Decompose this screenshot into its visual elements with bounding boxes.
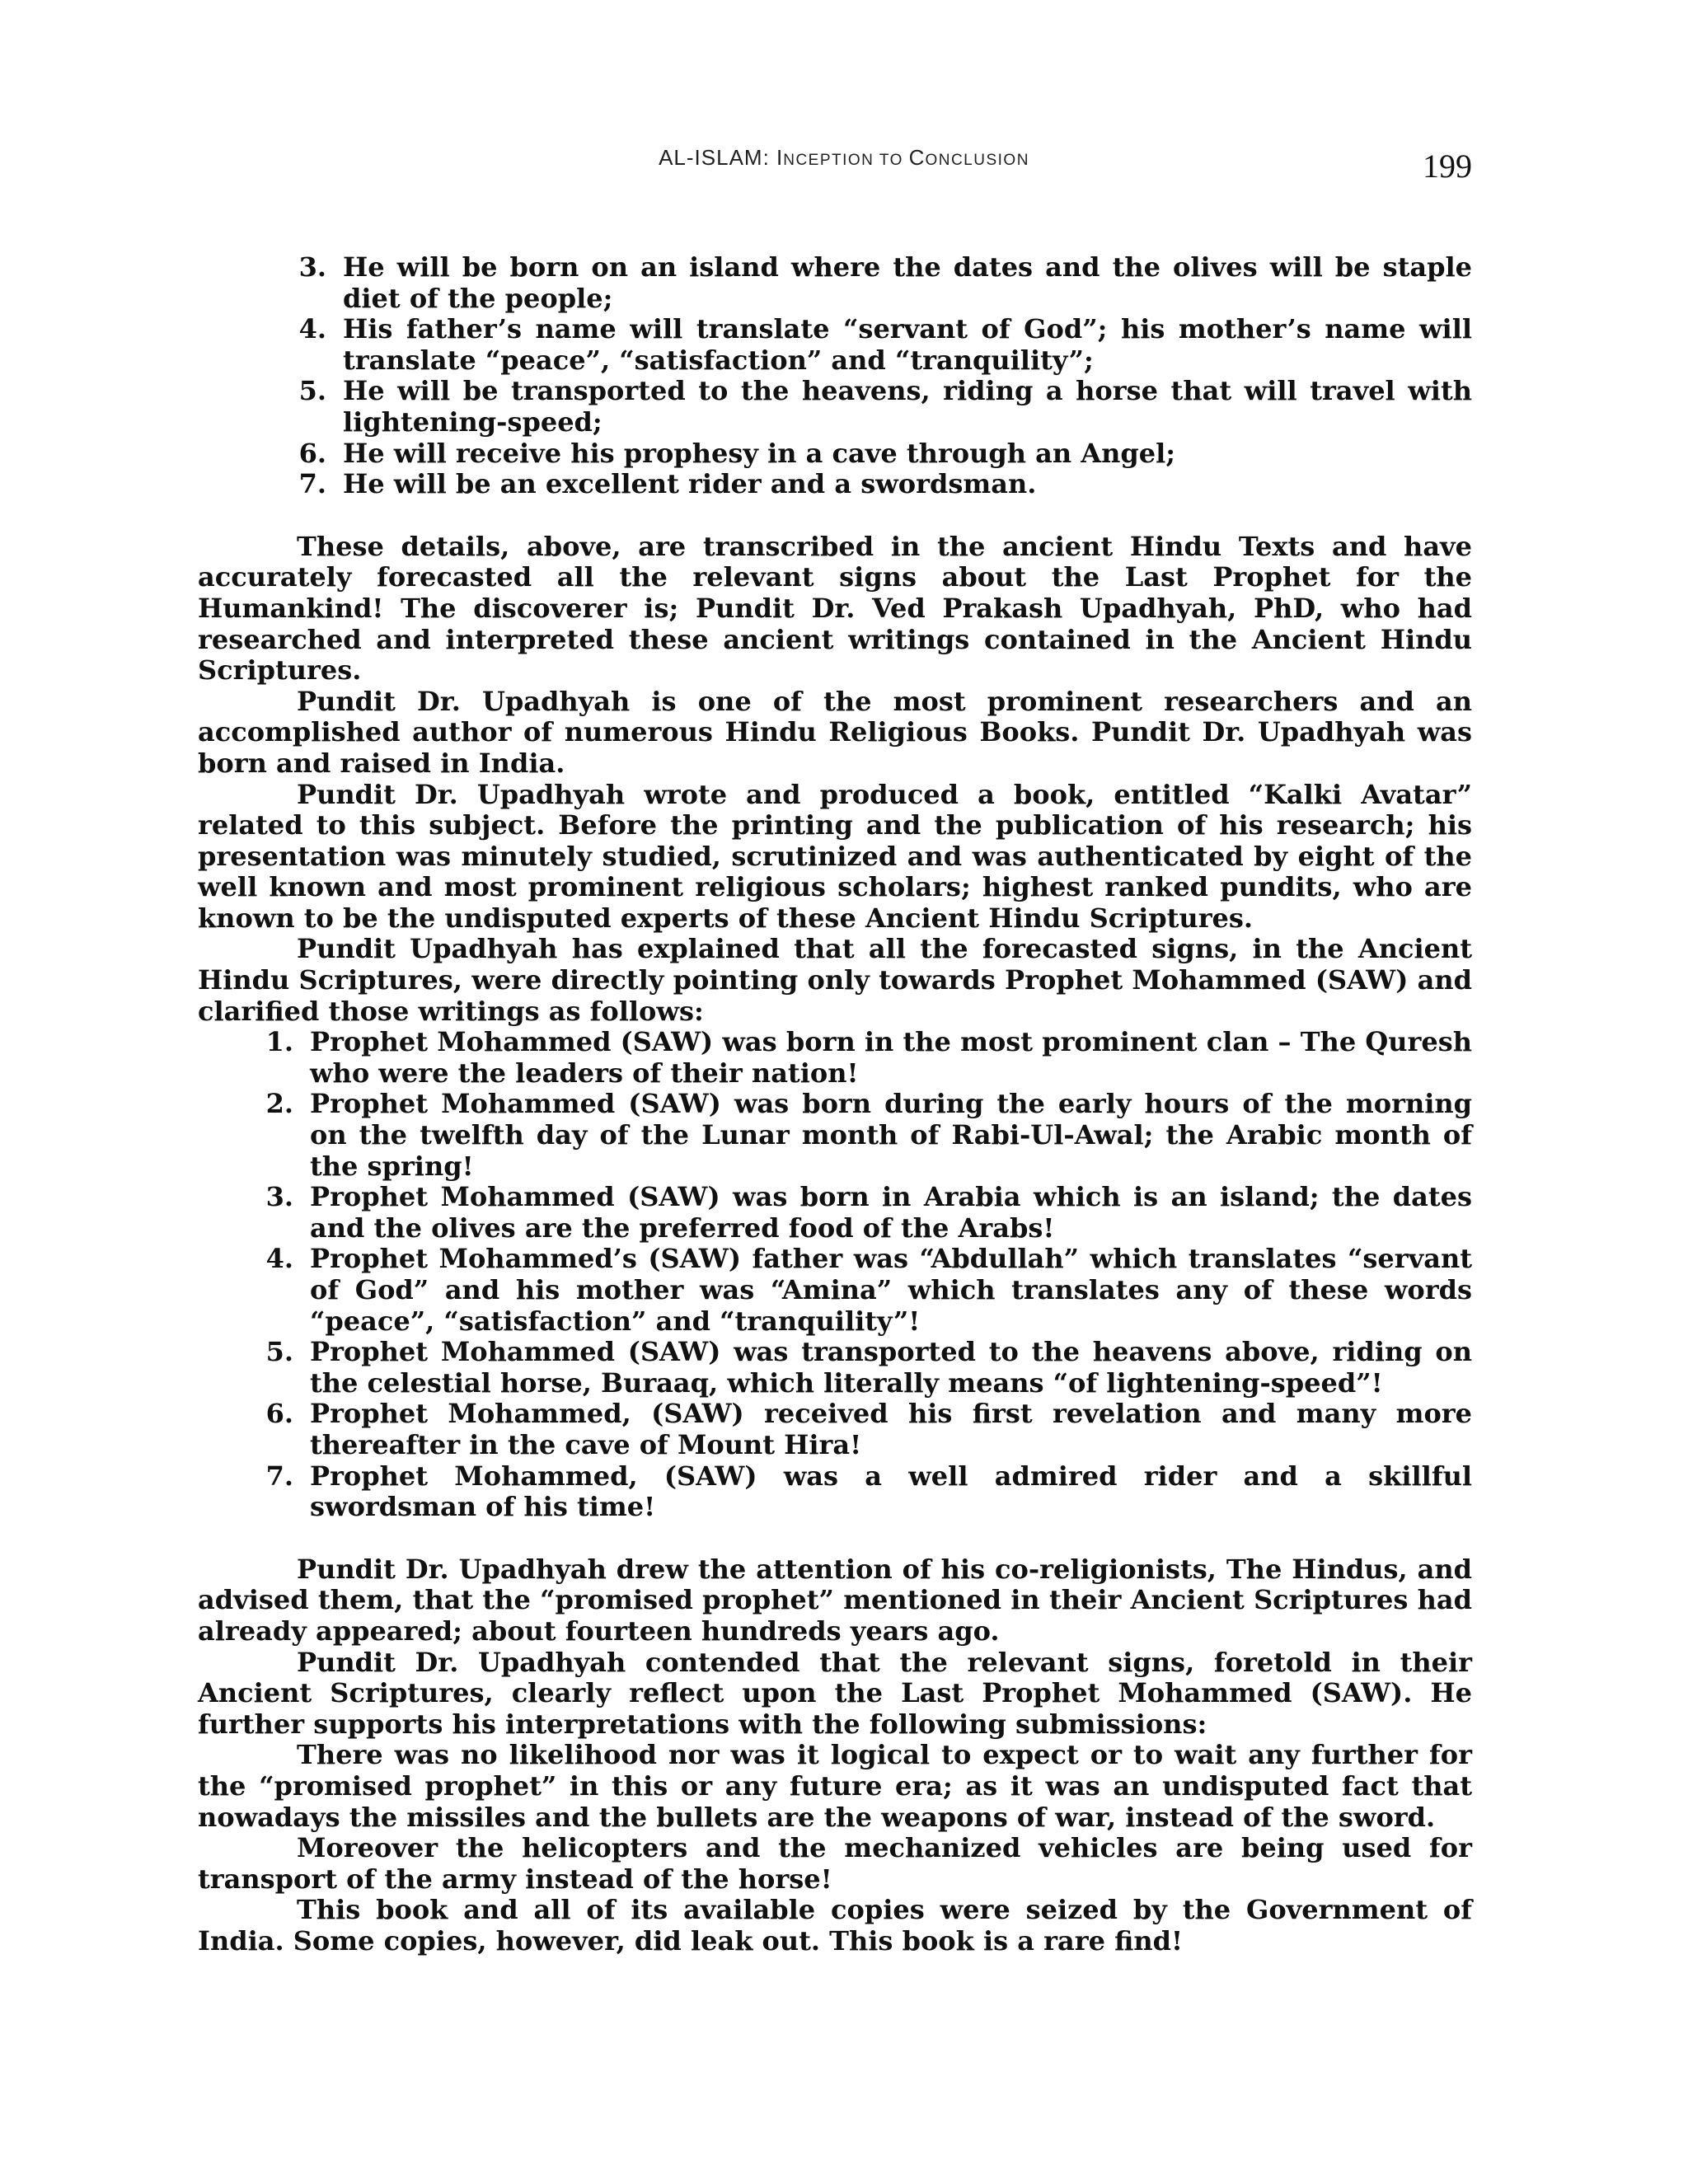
- paragraph: Pundit Dr. Upadhyah drew the attention of his co-religionists, The Hindus, and advised them, that the “promised prophet” mentioned in their Ancient Scriptures had already appeared; about fourteen hundreds years ago.: [198, 1553, 1472, 1647]
- list-item: [198, 1089, 1472, 1182]
- list-item: [198, 1399, 1472, 1460]
- list-number: 2.: [265, 1088, 293, 1120]
- paragraph: Moreover the helicopters and the mechanized vehicles are being used for transport of the army instead of the horse!: [198, 1832, 1472, 1895]
- list-item-text: Prophet Mohammed (SAW) was born in the most prominent clan – The Quresh who were the leaders of their nation!: [310, 1026, 1472, 1089]
- list-number: 5.: [298, 375, 326, 407]
- list-item: [198, 1244, 1472, 1337]
- list-number: 5.: [265, 1336, 293, 1368]
- section-gap: [198, 1523, 1472, 1554]
- list-item: [198, 252, 1472, 314]
- paragraph: Pundit Dr. Upadhyah contended that the relevant signs, foretold in their Ancient Scriptures, clearly reflect upon the Last Prophet Mohammed (SAW). He further supports his interpretations with the following submissions:: [198, 1646, 1472, 1740]
- paragraph: There was no likelihood nor was it logical to expect or to wait any further for the “promised prophet” in this or any future era; as it was an undisputed fact that nowadays the missiles and the bullets are the weapons of war, instead of the sword.: [198, 1739, 1472, 1833]
- list-item: [198, 438, 1472, 470]
- paragraph: Pundit Dr. Upadhyah is one of the most prominent researchers and an accomplished author of numerous Hindu Religious Books. Pundit Dr. Upadhyah was born and raised in India.: [198, 685, 1472, 779]
- list-item: [198, 376, 1472, 438]
- paragraph: Pundit Upadhyah has explained that all the forecasted signs, in the Ancient Hindu Scriptures, were directly pointing only towards Prophet Mohammed (SAW) and clarified those writings as follows:: [198, 933, 1472, 1027]
- running-head-part: C: [908, 145, 926, 170]
- list-number: 7.: [298, 468, 326, 500]
- paragraph: This book and all of its available copies were seized by the Government of India. Some copies, however, did leak out. This book is a rare find!: [198, 1894, 1472, 1957]
- list-number: 4.: [265, 1243, 293, 1275]
- running-head-part: ONCLUSION: [925, 152, 1029, 169]
- list-item-text: Prophet Mohammed, (SAW) was a well admired rider and a skillful swordsman of his time!: [310, 1460, 1472, 1523]
- list-number: 6.: [265, 1398, 293, 1430]
- running-head-part: NCEPTION TO: [783, 152, 909, 169]
- list-number: 1.: [265, 1026, 293, 1058]
- list-item-text: He will be an excellent rider and a swordsman.: [343, 468, 1037, 500]
- list-item: [198, 469, 1472, 500]
- list-item-text: He will be transported to the heavens, riding a horse that will travel with lightening-speed;: [343, 375, 1472, 438]
- list-item: [198, 1337, 1472, 1399]
- list-item-text: Prophet Mohammed (SAW) was born during the early hours of the morning on the twelfth day of the Lunar month of Rabi-Ul-Awal; the Arabic month of the spring!: [310, 1088, 1472, 1182]
- clarification-list: [198, 1027, 1472, 1523]
- body-text: [198, 252, 1472, 1957]
- page-number: 199: [1423, 148, 1472, 185]
- list-item-text: Prophet Mohammed’s (SAW) father was “Abdullah” which translates “servant of God” and his mother was “Amina” which translates any of these words “peace”, “satisfaction” and “tranquility”!: [310, 1243, 1472, 1337]
- list-number: 3.: [298, 251, 326, 283]
- list-item-text: Prophet Mohammed (SAW) was transported to the heavens above, riding on the celestial horse, Buraaq, which literally means “of lightening-speed”!: [310, 1336, 1472, 1399]
- list-item-text: Prophet Mohammed, (SAW) received his first revelation and many more thereafter in the cave of Mount Hira!: [310, 1398, 1472, 1460]
- list-number: 3.: [265, 1181, 293, 1213]
- paragraph: These details, above, are transcribed in the ancient Hindu Texts and have accurately forecasted all the relevant signs about the Last Prophet for the Humankind! The discoverer is; Pundit Dr. Ved Prakash Upadhyah, PhD, who had researched and interpreted these ancient writings contained in the Ancient Hindu Scriptures.: [198, 530, 1472, 687]
- list-item: [198, 1027, 1472, 1089]
- list-number: 4.: [298, 313, 326, 345]
- forecast-signs-list: [198, 252, 1472, 500]
- list-item: [198, 1182, 1472, 1244]
- list-item-text: His father’s name will translate “servant of God”; his mother’s name will translate “peace”, “satisfaction” and “tranquility”;: [343, 313, 1472, 376]
- list-item: [198, 314, 1472, 376]
- list-number: 7.: [265, 1460, 293, 1492]
- list-item: [198, 1461, 1472, 1523]
- list-number: 6.: [298, 437, 326, 469]
- list-item-text: He will receive his prophesy in a cave through an Angel;: [343, 437, 1176, 469]
- list-item-text: Prophet Mohammed (SAW) was born in Arabia which is an island; the dates and the olives are the preferred food of the Arabs!: [310, 1181, 1472, 1244]
- paragraph: Pundit Dr. Upadhyah wrote and produced a book, entitled “Kalki Avatar” related to this subject. Before the printing and the publication of his research; his presentation was minutely studied, scrutinized and was authenticated by eight of the well known and most prominent religious scholars; highest ranked pundits, who are known to be the undisputed experts of these Ancient Hindu Scriptures.: [198, 778, 1472, 934]
- list-item-text: He will be born on an island where the dates and the olives will be staple diet of the people;: [343, 251, 1472, 314]
- running-head-part: AL-ISLAM: I: [659, 145, 784, 170]
- section-gap: [198, 500, 1472, 532]
